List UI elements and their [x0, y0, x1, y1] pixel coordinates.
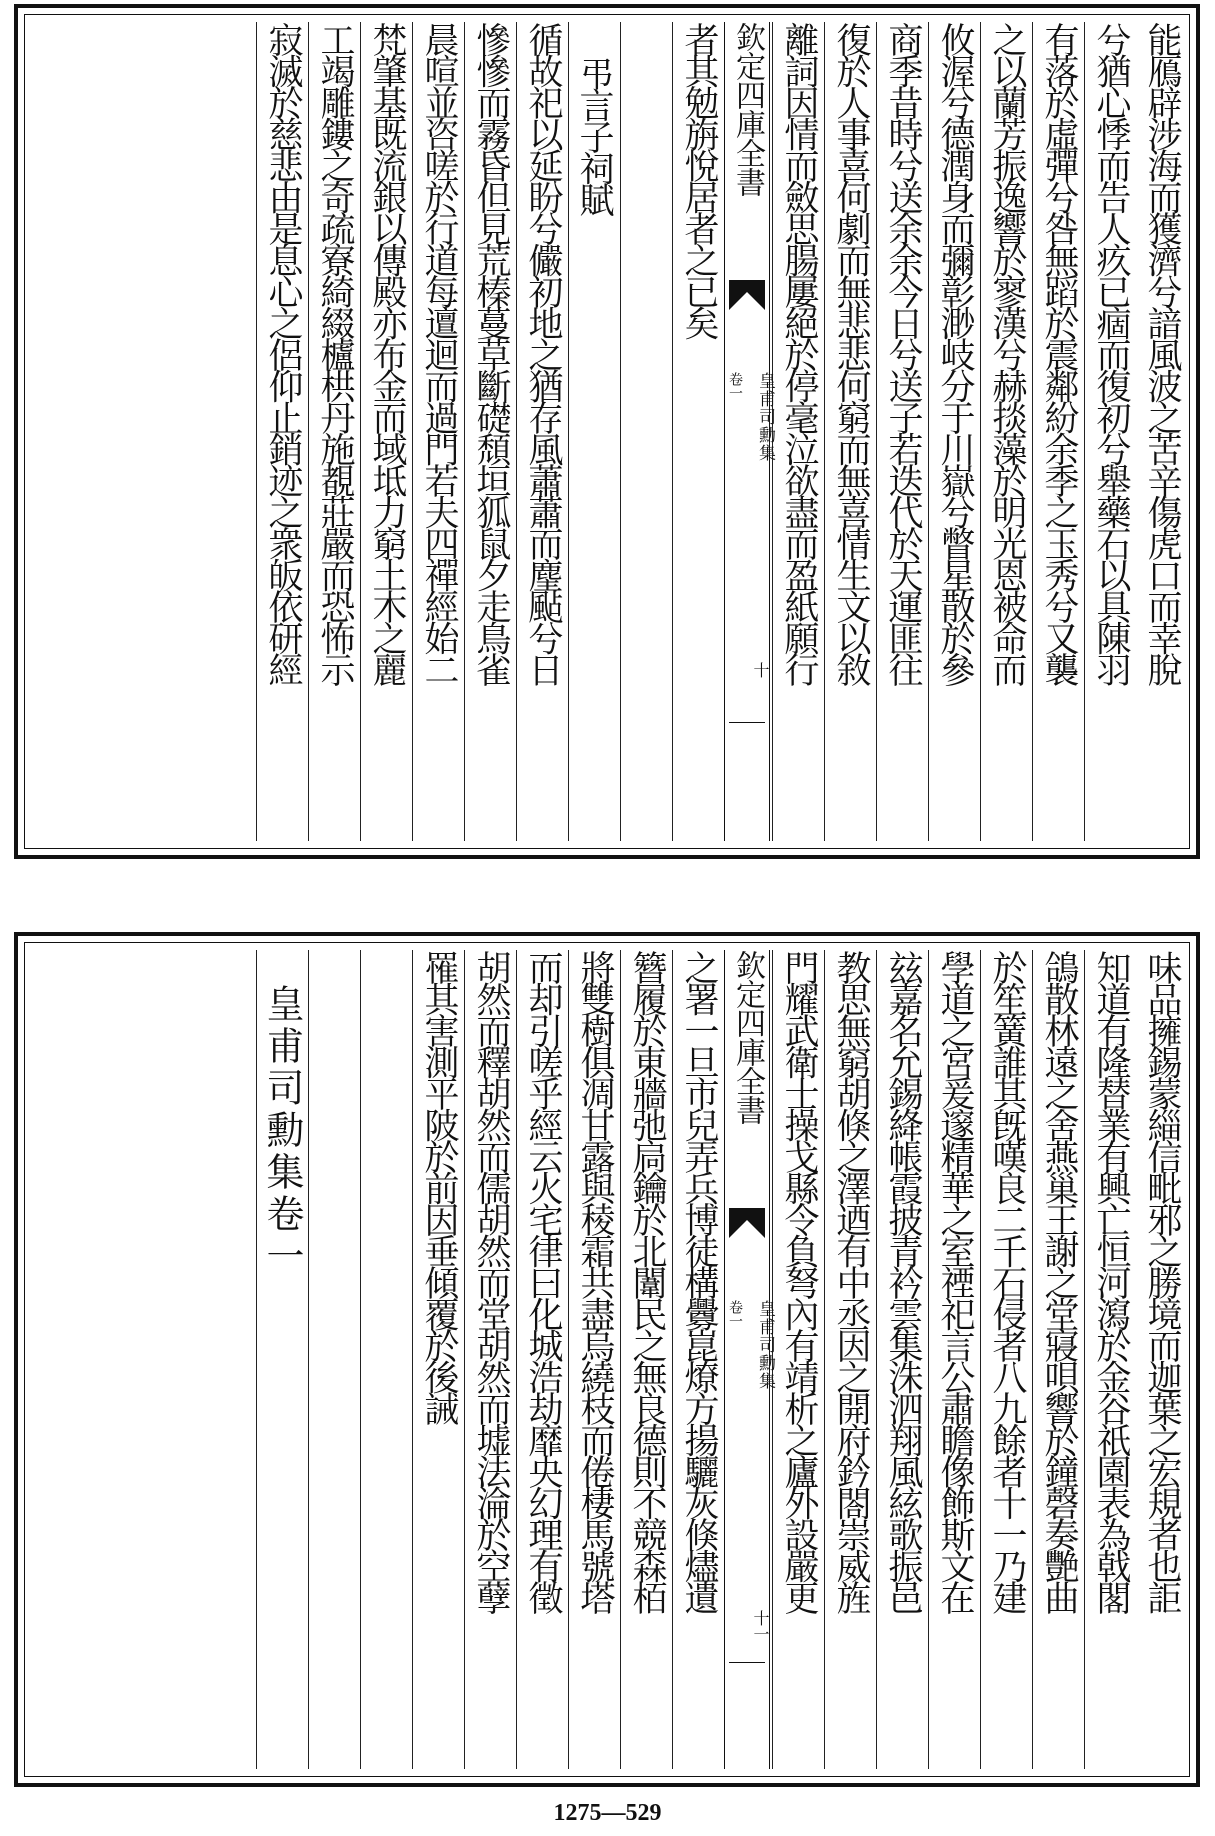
text-column: 於笙簧誰其旣嘆良二千石侵者八九餘者十一乃建: [980, 950, 1033, 1769]
text-column: 味品擁錫蒙緇信毗邪之勝境而迦葉之宏規者也詎: [1142, 950, 1182, 1612]
divider: [729, 1662, 765, 1663]
text-column: 玆嘉名允錫絳帳霞披青衿雲集洙泗翔風絃歌振邑: [876, 950, 929, 1769]
siku-title: 欽定四庫全書: [730, 22, 765, 196]
text-column: 有落於虛彈兮咎無蹈於震鄰紛余季之玉秀兮又襲: [1032, 22, 1085, 841]
text-column: 攸渥兮德潤身而彌彰渺岐分于川嶽兮瞥星散於參: [928, 22, 981, 841]
text-column: 之以蘭芳振逸響於寥漢兮赫掞藻於明光恩被命而: [980, 22, 1033, 841]
text-column: 復於人事喜何劇而無悲悲何窮而無喜情生文以敘: [824, 22, 877, 841]
leaf-number: 十一: [751, 1610, 770, 1642]
section-title: 弔言子祠賦: [568, 22, 620, 841]
text-column: 學道之宮爰邃精華之室禋祀言公肅瞻像飾斯文在: [928, 950, 981, 1769]
text-column: 簪履於東牆弛扃鑰於北闈民之無良德則不競森栢: [620, 950, 673, 1769]
text-column: 鴿散林遠之舍燕巢王謝之堂寢唄響於鐘磬奏艷曲: [1032, 950, 1085, 1769]
leaf-number: 十: [751, 662, 770, 678]
book-title: 皇甫司勳集: [755, 372, 775, 462]
text-column: 離詞因情而斂思腸屢絕於停毫泣欲盡而盈紙願行: [772, 22, 825, 841]
text-column: 商季昔時兮送余余今日兮送子若迭代於天運匪往: [876, 22, 929, 841]
text-column: 而却引嗟乎經云火宅律曰化城浩劫靡央幻理有徵: [516, 950, 569, 1769]
text-column: 工竭雕鏤之奇疏寮綺綴櫨栱丹施覩莊嚴而恐怖示: [308, 22, 361, 841]
page-number: 1275—529: [553, 1800, 662, 1826]
fish-tail-mark-icon: [729, 280, 765, 310]
text-column: 知道有隆替業有興亡恒河瀉於金谷祇園表為戟閣: [1084, 950, 1137, 1769]
volume-end-title: 皇甫司勳集卷一: [256, 950, 308, 1769]
text-column: 者其勉旃悅居者之已矣: [672, 22, 725, 841]
text-column: 兮猶心悸而告人疚已痼而復初兮舉藥石以具陳羽: [1084, 22, 1137, 841]
divider: [729, 722, 765, 723]
text-column: 教思無窮胡倏之澤迺有中丞因之開府鈐閤崇威旌: [824, 950, 877, 1769]
text-column: 梵肇基既流銀以傳殿亦布金而域坻力窮土木之麗: [360, 22, 413, 841]
juan-label: 卷一: [727, 1300, 743, 1328]
bottom-page: [14, 932, 1200, 1787]
top-page: [14, 4, 1200, 859]
book-title: 皇甫司勳集: [755, 1300, 775, 1390]
text-column: 門耀武衛士操戈縣令負弩內有靖析之廬外設嚴更: [772, 950, 825, 1769]
siku-title: 欽定四庫全書: [730, 950, 765, 1124]
text-column: 之署一旦市兒弄兵博徒構釁崑燎方揚驪灰倏燼遺: [672, 950, 725, 1769]
center-strip: [724, 22, 775, 841]
text-column: 循故祀以延盼兮儼初地之猶存風蕭蕭而麈颭兮日: [516, 22, 569, 841]
text-column: 慘慘而霧昏但見荒榛蔓草斷礎頹垣狐鼠夕走鳥雀: [464, 22, 517, 841]
text-column: 胡然而釋胡然而儒胡然而堂胡然而墟法淪於空孽: [464, 950, 517, 1769]
text-column: 能鴈辟涉海而獲濟兮諳風波之苦辛傷虎口而幸脫: [1142, 22, 1182, 684]
text-column: [620, 22, 673, 841]
juan-label: 卷一: [727, 372, 743, 400]
text-column: [360, 950, 413, 1769]
text-column: 寂滅於慈悲由是息心之侶仰止銷迹之衆皈依研經: [256, 22, 309, 841]
text-column: 將雙樹俱凋甘露與稜霜共盡烏繞枝而倦棲馬號塔: [568, 950, 621, 1769]
fish-tail-mark-icon: [729, 1208, 765, 1238]
text-column: [308, 950, 361, 1769]
center-strip: [724, 950, 775, 1769]
text-column: 罹其害測平陂於前因垂傾覆於後誡: [412, 950, 465, 1769]
text-column: 晨喧並咨嗟於行道每邅迴而過門若夫四禪經始二: [412, 22, 465, 841]
